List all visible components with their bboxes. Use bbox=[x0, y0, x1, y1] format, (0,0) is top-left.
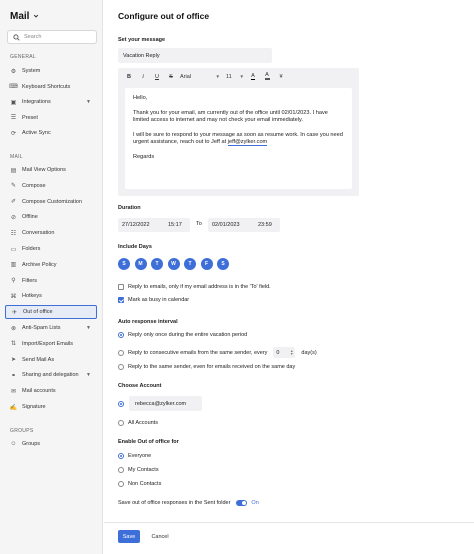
day-toggle-6[interactable]: S bbox=[217, 258, 229, 270]
enable-contacts-option[interactable] bbox=[118, 467, 159, 473]
search-input[interactable] bbox=[24, 34, 94, 40]
duration-heading: Duration bbox=[118, 205, 141, 211]
enable-contacts-label: My Contacts bbox=[128, 467, 159, 473]
sidebar-item-integrations[interactable] bbox=[5, 95, 97, 109]
interval-once-radio[interactable] bbox=[118, 332, 124, 338]
underline-button[interactable]: U bbox=[155, 73, 159, 80]
footer-divider bbox=[104, 522, 474, 523]
account-email-value: rebecca@zylker.com bbox=[129, 396, 202, 411]
include-days-heading: Include Days bbox=[118, 244, 152, 250]
interval-once-option[interactable] bbox=[118, 332, 247, 338]
mark-busy-checkbox[interactable] bbox=[118, 297, 124, 303]
section-heading-groups: GROUPS bbox=[10, 428, 34, 434]
sidebar-item-label: Mail View Options bbox=[22, 167, 66, 173]
view-icon: ▤ bbox=[10, 167, 17, 174]
body-paragraph-2: I will be sure to respond to your message as soon as resume work. In case you need urgent assistance, reach out to Jeff at jeff@zylker.com bbox=[133, 131, 343, 146]
interval-heading: Auto response interval bbox=[118, 319, 178, 325]
body-greeting: Hello, bbox=[133, 95, 148, 101]
end-date-field[interactable]: 02/01/2023 23:59 bbox=[208, 218, 280, 232]
enable-for-heading: Enable Out of office for bbox=[118, 439, 179, 445]
app-switcher[interactable] bbox=[10, 11, 39, 22]
page-title: Configure out of office bbox=[118, 11, 210, 21]
stepper-arrows-icon[interactable]: ▲ ▼ bbox=[289, 348, 294, 356]
interval-every-radio[interactable] bbox=[118, 350, 124, 356]
reply-to-field-option[interactable] bbox=[118, 284, 271, 290]
account-all-radio[interactable] bbox=[118, 420, 124, 426]
send-as-icon: ➤ bbox=[10, 357, 17, 364]
sidebar-item-label: Compose Customization bbox=[22, 198, 82, 205]
background-color-button[interactable] bbox=[262, 72, 272, 82]
sidebar-item-system[interactable] bbox=[5, 64, 97, 78]
sidebar-item-archive-policy[interactable] bbox=[5, 258, 97, 272]
sidebar-item-mail-accounts[interactable] bbox=[5, 384, 97, 398]
end-time-field[interactable]: 23:59 bbox=[258, 222, 272, 228]
more-icon: ¥ bbox=[279, 73, 283, 80]
filter-icon: ⚲ bbox=[11, 278, 16, 285]
reply-to-field-label: Reply to emails, only if my email address is in the 'To' field. bbox=[128, 284, 271, 290]
font-size-value: 11 bbox=[226, 73, 232, 80]
enable-non-contacts-radio[interactable] bbox=[118, 481, 124, 487]
preset-icon: ☰ bbox=[10, 115, 17, 122]
bold-button[interactable]: B bbox=[127, 73, 131, 80]
interval-every-option[interactable] bbox=[118, 347, 317, 358]
sidebar-item-offline[interactable] bbox=[5, 210, 97, 224]
background-color-icon: A bbox=[265, 72, 269, 78]
day-toggle-0[interactable]: S bbox=[118, 258, 130, 270]
enable-everyone-radio[interactable] bbox=[118, 453, 124, 459]
body-paragraph-1: Thank you for your email, am currently out of the office until 02/01/2023. I have limited access to internet and may not check your email immediately. bbox=[133, 109, 328, 124]
sidebar-item-anti-spam-lists[interactable] bbox=[5, 321, 97, 335]
interval-days-suffix: day(s) bbox=[301, 349, 317, 356]
sidebar-item-label: Conversation bbox=[22, 230, 55, 237]
sidebar-item-preset[interactable] bbox=[5, 111, 97, 125]
start-time-field[interactable]: 15:17 bbox=[168, 222, 182, 228]
sync-icon: ⟳ bbox=[10, 130, 17, 137]
sidebar-item-label: Archive Policy bbox=[22, 261, 57, 268]
day-selector bbox=[118, 258, 229, 270]
conversation-icon: ☷ bbox=[10, 230, 17, 237]
sidebar-item-folders[interactable] bbox=[5, 242, 97, 256]
offline-icon: ⊘ bbox=[10, 214, 17, 221]
groups-icon: ☺ bbox=[10, 441, 17, 447]
interval-days-stepper[interactable] bbox=[273, 347, 295, 358]
sidebar-item-label: Groups bbox=[22, 441, 41, 447]
account-all-label: All Accounts bbox=[128, 420, 158, 426]
sidebar-item-label: Anti-Spam Lists bbox=[22, 325, 61, 331]
sharing-icon: ⚭ bbox=[10, 372, 17, 379]
enable-everyone-label: Everyone bbox=[128, 453, 152, 459]
sidebar-item-label: Active Sync bbox=[22, 130, 51, 137]
sidebar-item-label: Signature bbox=[22, 404, 46, 410]
cancel-button[interactable]: Cancel bbox=[146, 530, 174, 543]
sidebar-item-label: Keyboard Shortcuts bbox=[22, 83, 71, 90]
search-box[interactable] bbox=[7, 30, 97, 44]
message-heading: Set your message bbox=[118, 37, 166, 43]
sidebar-item-sharing-and-delegation[interactable] bbox=[5, 368, 97, 382]
customize-icon: ✐ bbox=[10, 199, 17, 206]
font-family-select[interactable] bbox=[180, 72, 222, 82]
sidebar-item-groups[interactable] bbox=[5, 437, 97, 451]
enable-non-contacts-label: Non Contacts bbox=[128, 481, 162, 487]
account-email-option[interactable] bbox=[118, 396, 202, 411]
save-sent-option bbox=[118, 500, 259, 506]
more-options-button[interactable] bbox=[276, 72, 286, 82]
mail-accounts-icon: ✉ bbox=[10, 388, 17, 395]
chevron-down-icon: ▼ bbox=[86, 372, 91, 379]
sidebar-item-mail-view-options[interactable] bbox=[5, 163, 97, 177]
enable-contacts-radio[interactable] bbox=[118, 467, 124, 473]
sidebar-item-signature[interactable] bbox=[5, 400, 97, 414]
sidebar-item-compose[interactable] bbox=[5, 179, 97, 193]
sidebar-item-label: Preset bbox=[22, 114, 38, 121]
sidebar-item-compose-customization[interactable] bbox=[5, 195, 97, 209]
anti-spam-icon: ⊗ bbox=[10, 325, 17, 332]
sidebar-item-keyboard-shortcuts[interactable] bbox=[5, 80, 97, 94]
section-heading-general: GENERAL bbox=[10, 54, 36, 60]
interval-once-label: Reply only once during the entire vacation period bbox=[128, 332, 248, 338]
chevron-down-icon: ▼ bbox=[86, 99, 91, 106]
chevron-down-icon: ▼ bbox=[215, 74, 220, 79]
sidebar-item-import-export-emails[interactable] bbox=[5, 337, 97, 351]
account-heading: Choose Account bbox=[118, 383, 162, 389]
sidebar-item-label: Folders bbox=[22, 246, 41, 252]
archive-icon: ▥ bbox=[10, 262, 17, 269]
day-toggle-5[interactable]: F bbox=[201, 258, 213, 270]
keyboard-icon: ⌨ bbox=[9, 84, 18, 91]
text-color-button[interactable] bbox=[248, 72, 258, 82]
sidebar-item-label: Sharing and delegation bbox=[22, 372, 79, 379]
save-button[interactable]: Save bbox=[118, 530, 140, 543]
section-heading-mail: MAIL bbox=[10, 154, 23, 160]
sidebar-item-label: Import/Export Emails bbox=[22, 340, 74, 347]
signature-icon: ✍ bbox=[9, 404, 18, 411]
italic-button[interactable]: I bbox=[142, 73, 144, 80]
chevron-down-icon: ▼ bbox=[239, 74, 244, 79]
sidebar-item-label: Integrations bbox=[22, 99, 51, 106]
interval-always-radio[interactable] bbox=[118, 364, 124, 370]
sidebar-item-filters[interactable] bbox=[5, 274, 97, 288]
save-sent-label: Save out of office responses in the Sent folder bbox=[118, 500, 231, 506]
strikethrough-button[interactable]: S bbox=[169, 73, 173, 80]
body-email-link[interactable]: jeff@zylker.com bbox=[227, 139, 268, 146]
chevron-down-icon: ▼ bbox=[86, 325, 91, 331]
integrations-icon: ▣ bbox=[10, 99, 17, 106]
editor-toolbar bbox=[118, 68, 359, 85]
mark-busy-option[interactable] bbox=[118, 297, 189, 303]
interval-always-label: Reply to the same sender, even for emails received on the same day bbox=[128, 364, 296, 370]
account-email-radio[interactable] bbox=[118, 401, 124, 407]
sidebar-item-conversation[interactable] bbox=[5, 226, 97, 240]
main-panel bbox=[104, 0, 474, 554]
hotkeys-icon: ⌘ bbox=[10, 293, 17, 300]
account-all-option[interactable] bbox=[118, 420, 158, 426]
enable-everyone-option[interactable] bbox=[118, 453, 151, 459]
sidebar-item-label: Hotkeys bbox=[22, 293, 42, 300]
day-toggle-4[interactable]: T bbox=[184, 258, 196, 270]
sidebar-item-active-sync[interactable] bbox=[5, 126, 97, 140]
out-of-office-icon: ✈ bbox=[11, 309, 18, 316]
text-color-icon: A bbox=[251, 73, 255, 79]
sidebar-item-label: Out of office bbox=[23, 309, 53, 316]
system-icon: ⚙ bbox=[10, 68, 17, 75]
sidebar-item-label: System bbox=[22, 68, 41, 74]
save-sent-toggle-label: On bbox=[251, 500, 259, 506]
font-size-select[interactable] bbox=[226, 72, 244, 82]
app-title: Mail bbox=[10, 11, 30, 22]
subject-field[interactable]: Vacation Reply bbox=[118, 48, 272, 63]
sidebar-item-label: Filters bbox=[22, 277, 37, 284]
to-label: To bbox=[196, 221, 202, 227]
sidebar-item-out-of-office[interactable] bbox=[5, 305, 97, 319]
day-toggle-2[interactable]: T bbox=[151, 258, 163, 270]
interval-days-value: 0 bbox=[276, 349, 280, 356]
start-date-field[interactable]: 27/12/2022 15:17 bbox=[118, 218, 190, 232]
compose-icon: ✎ bbox=[10, 183, 17, 190]
message-editor bbox=[118, 68, 359, 196]
day-toggle-3[interactable]: W bbox=[168, 258, 180, 270]
interval-every-label: Reply to consecutive emails from the same sender, every bbox=[128, 349, 268, 356]
sidebar-item-send-mail-as[interactable] bbox=[5, 353, 97, 367]
sidebar bbox=[0, 0, 103, 554]
body-closing: Regards bbox=[133, 153, 155, 160]
save-sent-toggle[interactable] bbox=[236, 500, 247, 506]
message-body[interactable] bbox=[125, 88, 352, 189]
chevron-down-icon bbox=[33, 13, 39, 21]
enable-non-contacts-option[interactable] bbox=[118, 481, 161, 487]
mark-busy-label: Mark as busy in calendar bbox=[128, 297, 190, 303]
interval-always-option[interactable] bbox=[118, 364, 295, 370]
font-family-value: Arial bbox=[180, 73, 192, 80]
sidebar-item-hotkeys[interactable] bbox=[5, 289, 97, 303]
import-export-icon: ⇅ bbox=[10, 341, 17, 348]
sidebar-item-label: Offline bbox=[22, 214, 38, 221]
sidebar-item-label: Mail accounts bbox=[22, 388, 56, 395]
folder-icon: ▭ bbox=[10, 246, 17, 253]
reply-to-field-checkbox[interactable] bbox=[118, 284, 124, 290]
sidebar-item-label: Send Mail As bbox=[22, 356, 55, 363]
search-icon bbox=[13, 28, 20, 46]
day-toggle-1[interactable]: M bbox=[135, 258, 147, 270]
sidebar-item-label: Compose bbox=[22, 182, 46, 189]
